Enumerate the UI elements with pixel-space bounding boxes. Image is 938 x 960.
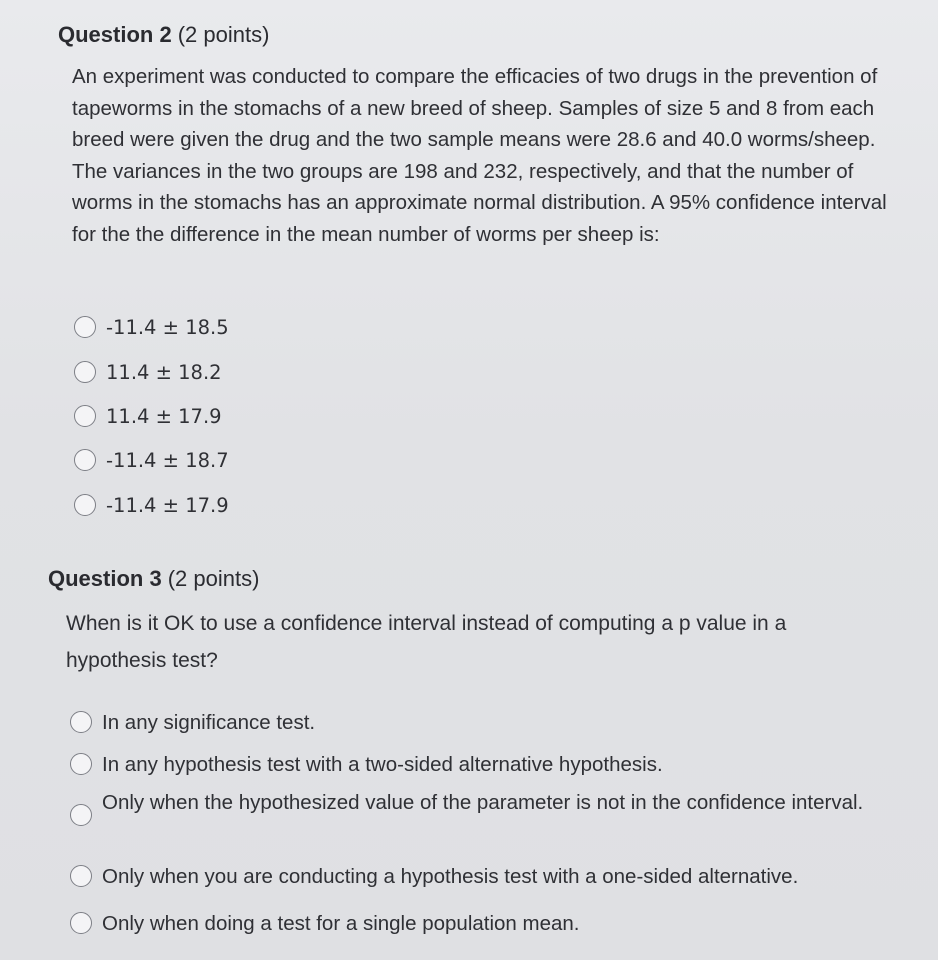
question-2-prompt: An experiment was conducted to compare the efficacies of two drugs in the prevention of tapeworms in the stomachs of a new breed of sheep. Samples of size 5 and 8 from each breed were given the drug and the two sample means were 28.6 and 40.0 worms/sheep. The variances in the two groups are 198 and 232, respectively, and that the number of worms in the stomachs has an approximate normal distribution. A 95% confidence interval for the the difference in the mean number of worms per sheep is: xyxy=(72,65,887,246)
radio-button-icon[interactable] xyxy=(70,912,92,934)
radio-button-icon[interactable] xyxy=(74,316,96,338)
question-3-heading xyxy=(48,566,259,592)
question-2-option-4[interactable] xyxy=(74,449,229,473)
option-label: 11.4 ± 17.9 xyxy=(106,405,222,428)
question-3-option-3[interactable] xyxy=(70,788,882,826)
question-3-option-1[interactable] xyxy=(70,708,892,737)
question-3-option-5[interactable] xyxy=(70,909,892,938)
option-label: In any significance test. xyxy=(102,711,316,734)
question-3-option-2[interactable] xyxy=(70,750,892,779)
question-2-option-1[interactable] xyxy=(74,316,229,340)
radio-button-icon[interactable] xyxy=(74,494,96,516)
option-label: In any hypothesis test with a two-sided alternative hypothesis. xyxy=(102,753,663,776)
question-3-title: Question 3 xyxy=(48,566,162,591)
option-label: Only when the hypothesized value of the parameter is not in the confidence interval. xyxy=(102,791,864,814)
question-2-title: Question 2 xyxy=(58,22,172,47)
radio-button-icon[interactable] xyxy=(74,449,96,471)
option-label: 11.4 ± 18.2 xyxy=(106,361,222,384)
question-3-prompt: When is it OK to use a confidence interval instead of computing a p value in a hypothesis test? xyxy=(66,612,787,672)
question-2-points: (2 points) xyxy=(177,22,270,47)
question-2-option-3[interactable] xyxy=(74,405,222,429)
option-label: -11.4 ± 18.5 xyxy=(106,316,229,339)
question-2-option-2[interactable] xyxy=(74,361,222,385)
option-label: Only when you are conducting a hypothesis test with a one-sided alternative. xyxy=(102,865,799,888)
radio-button-icon[interactable] xyxy=(74,405,96,427)
radio-button-icon[interactable] xyxy=(70,711,92,733)
question-3-points: (2 points) xyxy=(167,566,260,591)
radio-button-icon[interactable] xyxy=(70,804,92,826)
question-2-option-5[interactable] xyxy=(74,494,229,518)
option-label: -11.4 ± 18.7 xyxy=(106,449,229,472)
question-3-option-4[interactable] xyxy=(70,862,892,891)
option-label: Only when doing a test for a single population mean. xyxy=(102,912,580,935)
radio-button-icon[interactable] xyxy=(74,361,96,383)
option-label: -11.4 ± 17.9 xyxy=(106,494,229,517)
radio-button-icon[interactable] xyxy=(70,753,92,775)
radio-button-icon[interactable] xyxy=(70,865,92,887)
question-2-heading xyxy=(58,22,269,48)
